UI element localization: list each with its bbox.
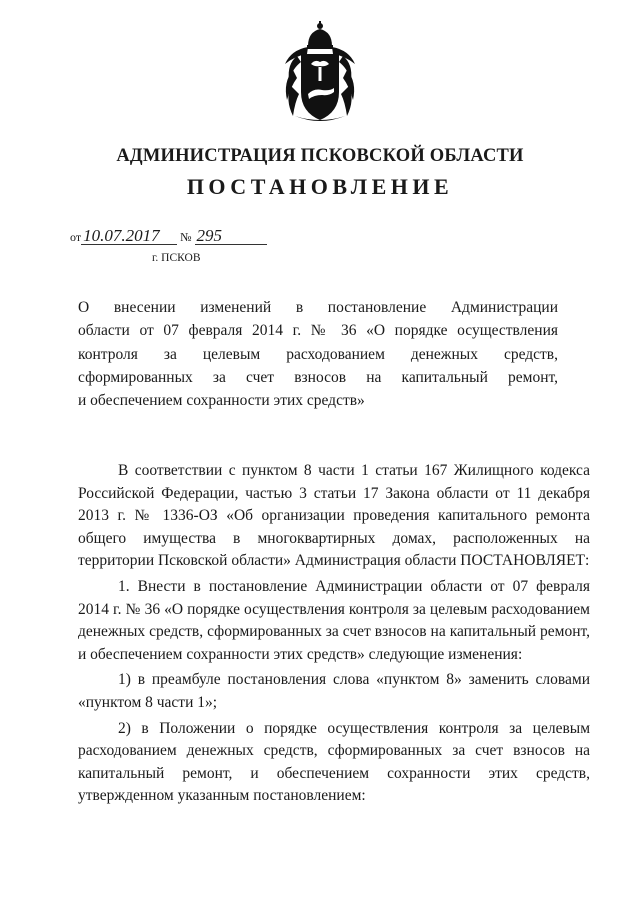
number-prefix: № (180, 230, 192, 244)
body-paragraph: 1. Внести в постановление Администрации области от 07 февраля 2014 г. № 36 «О порядке осуществления контроля за целевым расходованием денежных средств, сформированных за счет взносов на капитальный ремонт, и обеспечением сохранности этих средств» следующие изменения: (78, 577, 590, 663)
body-paragraph: В соответствии с пунктом 8 части 1 статьи 167 Жилищного кодекса Российской Федерации, частью 3 статьи 17 Закона области от 11 декабря 2013 г. № 1336-ОЗ «Об организации проведения капитального ремонта общего имущества в многоквартирных домах, расположенных на территории Псковской области» Администрация области ПОСТАНОВЛЯЕТ: (78, 462, 590, 570)
subject-line: О внесении изменений в постановление Администрации (78, 299, 558, 316)
document-date: 10.07.2017 (81, 228, 177, 245)
organization-title: АДМИНИСТРАЦИЯ ПСКОВСКОЙ ОБЛАСТИ (116, 146, 524, 166)
document-type-title: ПОСТАНОВЛЕНИЕ (186, 174, 454, 199)
body-paragraph: 2) в Положении о порядке осуществления контроля за целевым расходованием денежных средств, сформированных за счет взносов на капитальный ремонт, и обеспечением сохранности этих средств, утвержденном указанным постановлением: (78, 719, 590, 805)
subject-line: сформированных за счет взносов на капитальный ремонт, (78, 368, 558, 386)
coat-of-arms-icon (281, 20, 359, 124)
date-number-line (70, 228, 267, 245)
subject-line: и обеспечением сохранности этих средств» (78, 392, 365, 410)
subject-line: контроля за целевым расходованием денежных средств, (78, 345, 558, 363)
document-subject (78, 296, 558, 412)
document-city: г. ПСКОВ (152, 252, 201, 264)
body-paragraph: 1) в преамбуле постановления слова «пунктом 8» заменить словами «пунктом 8 части 1»; (78, 671, 590, 711)
subject-line: области от 07 февраля 2014 г. № 36 «О порядке осуществления (78, 322, 558, 340)
document-body (78, 460, 590, 808)
date-prefix: от (70, 230, 82, 244)
document-number: 295 (195, 228, 267, 245)
